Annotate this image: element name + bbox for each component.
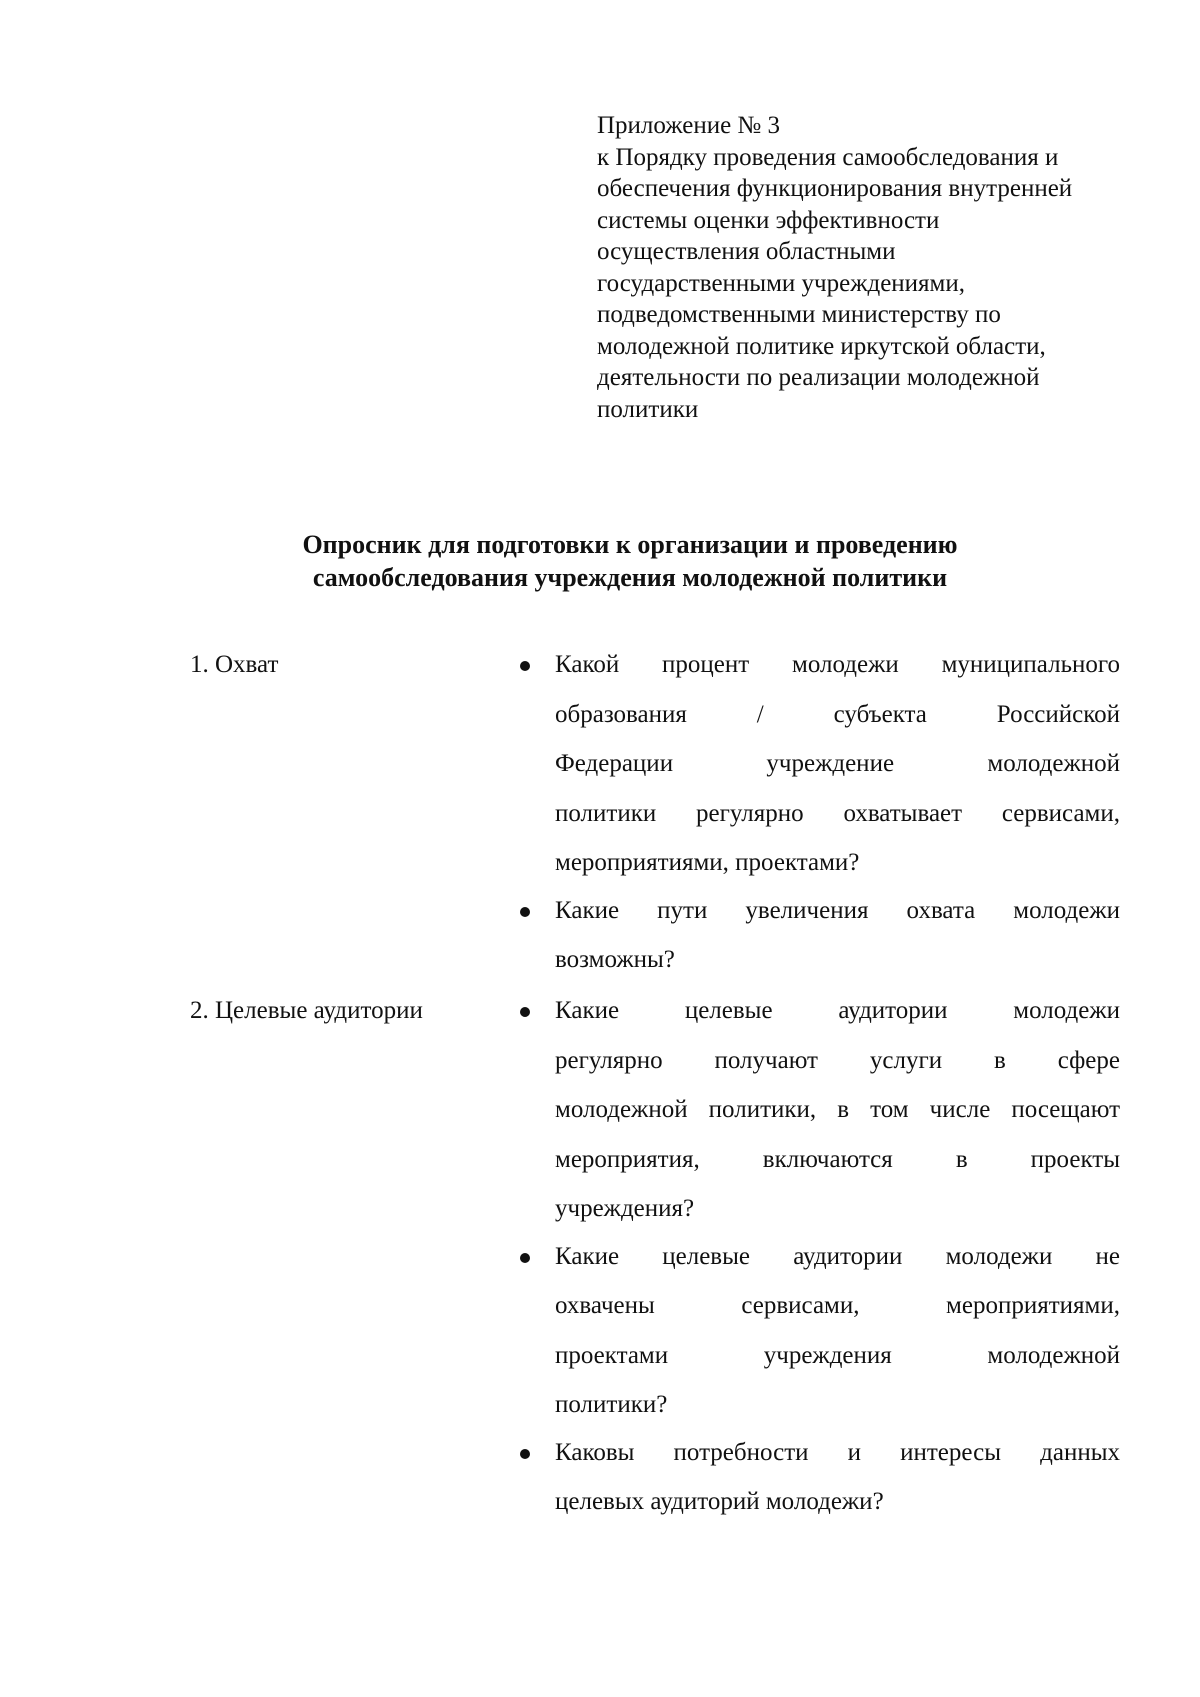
question-item	[520, 886, 1120, 985]
question-list	[520, 996, 1120, 1535]
question-line: возможны?	[555, 946, 675, 973]
appendix-line: обеспечения функционирования внутренней	[597, 175, 1073, 202]
question-line: Какой процент молодежи муниципального	[555, 651, 1120, 678]
section-label: 1. Охват	[190, 651, 279, 678]
document-title	[0, 528, 1200, 594]
question-item	[520, 986, 1120, 1234]
bullet-icon	[520, 907, 530, 917]
bullet-icon	[520, 661, 530, 671]
question-line: политики?	[555, 1391, 668, 1418]
question-line: молодежной политики, в том числе посещают	[555, 1096, 1120, 1123]
appendix-line: подведомственными министерству по	[597, 301, 1001, 328]
question-line: учреждения?	[555, 1195, 695, 1222]
question-line: образования / субъекта Российской	[555, 700, 1120, 728]
appendix-line: деятельности по реализации молодежной	[597, 364, 1040, 391]
question-list	[520, 650, 1120, 993]
appendix-line: политики	[597, 395, 699, 423]
question-line: Федерации учреждение молодежной	[555, 750, 1120, 777]
appendix-line: молодежной политике иркутской области,	[597, 332, 1046, 360]
appendix-line: государственными учреждениями,	[597, 269, 966, 297]
question-item	[520, 1232, 1120, 1430]
question-line: мероприятиями, проектами?	[555, 849, 860, 876]
question-line: охвачены сервисами, мероприятиями,	[555, 1292, 1120, 1319]
question-line: целевых аудиторий молодежи?	[555, 1488, 884, 1515]
question-item	[520, 1428, 1120, 1527]
bullet-icon	[520, 1449, 530, 1459]
question-line: Какие целевые аудитории молодежи не	[555, 1242, 1120, 1270]
question-line: проектами учреждения молодежной	[555, 1341, 1120, 1369]
bullet-icon	[520, 1253, 530, 1263]
question-line: регулярно получают услуги в сфере	[555, 1046, 1120, 1074]
appendix-header	[597, 110, 1137, 425]
appendix-line: осуществления областными	[597, 238, 896, 265]
appendix-line: к Порядку проведения самообследования и	[597, 143, 1059, 171]
question-line: мероприятия, включаются в проекты	[555, 1145, 1120, 1173]
appendix-line: Приложение № 3	[597, 112, 781, 139]
bullet-icon	[520, 1007, 530, 1017]
question-line: Какие целевые аудитории молодежи	[555, 997, 1120, 1024]
title-line-2: самообследования учреждения молодежной политики	[312, 563, 948, 592]
title-line-1: Опросник для подготовки к организации и проведению	[302, 530, 958, 559]
question-line: политики регулярно охватывает сервисами,	[555, 799, 1120, 827]
question-item	[520, 640, 1120, 888]
question-line: Какие пути увеличения охвата молодежи	[555, 896, 1120, 924]
appendix-line: системы оценки эффективности	[597, 206, 940, 234]
question-line: Каковы потребности и интересы данных	[555, 1438, 1120, 1466]
section-label: 2. Целевые аудитории	[190, 997, 423, 1024]
